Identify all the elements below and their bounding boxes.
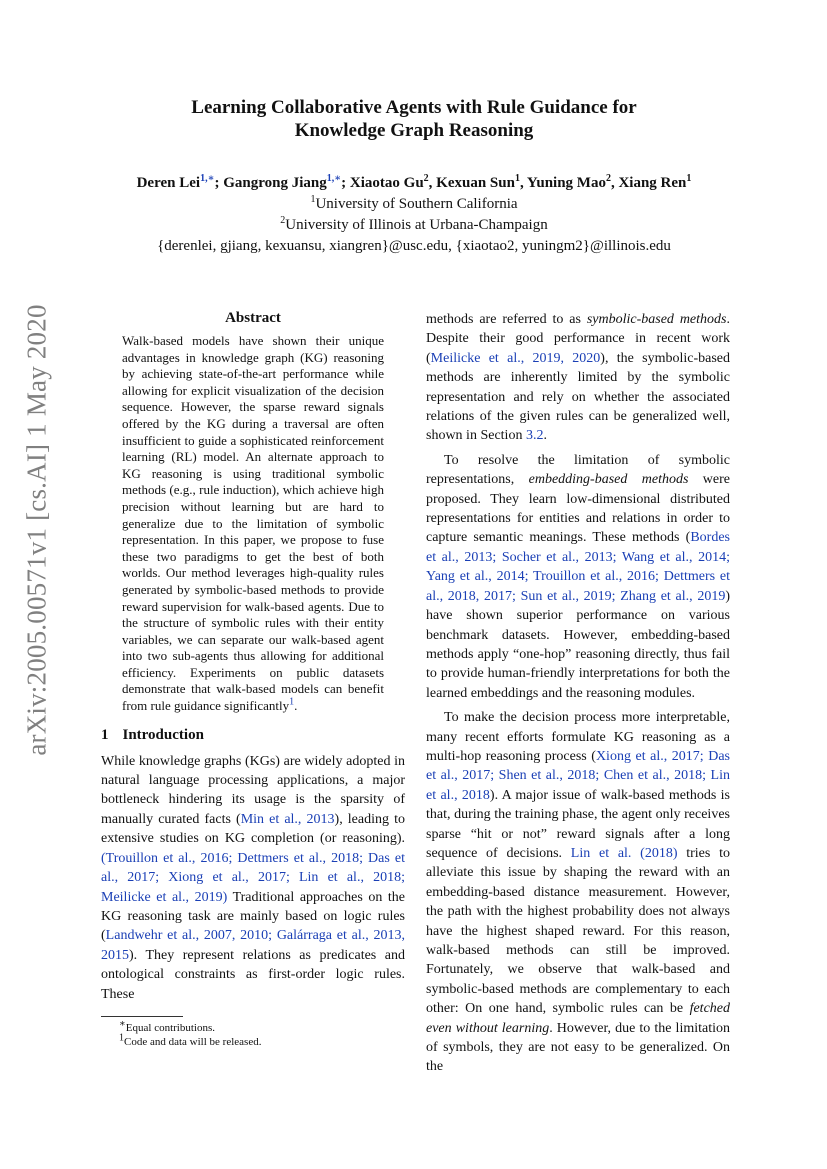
right-column bbox=[426, 310, 730, 1077]
citation-link[interactable]: Bordes et al., 2013; Socher et al., 2013; Wang et al., 2014; Yang et al., 2014; Trouillon et al., 2016; Dettmers et al., 2018, 2017; Sun et al., 2019; Zhang et al., 2019 bbox=[426, 530, 730, 604]
arxiv-identifier: arXiv:2005.00571v1 [cs.AI] 1 May 2020 bbox=[21, 304, 52, 756]
section-heading-introduction bbox=[101, 727, 405, 744]
right-p2-text-2: were proposed. They learn low-dimensional distributed representations for entities and relations in order to capture semantic meanings. These methods ( bbox=[426, 472, 730, 546]
author-5-affiliation: 2 bbox=[605, 173, 611, 184]
footnote-2-text: Code and data will be released. bbox=[124, 1035, 262, 1048]
footnote-code-release bbox=[101, 1032, 405, 1049]
author-3-affiliation: 2 bbox=[423, 173, 429, 184]
title-line-2: Knowledge Graph Reasoning bbox=[294, 120, 534, 141]
citation-link[interactable]: Lin et al. (2018) bbox=[570, 845, 678, 861]
right-p2-text-1: To resolve the limitation of symbolic representations, bbox=[426, 452, 730, 488]
right-p1-text-4: . bbox=[543, 428, 547, 444]
author-4-affiliation: 1 bbox=[514, 173, 520, 184]
intro-paragraph-1 bbox=[101, 752, 405, 1004]
affiliation-1-mark: 1 bbox=[310, 194, 316, 205]
affiliation-2-mark: 2 bbox=[280, 215, 286, 226]
abstract-footnote-link[interactable]: 1 bbox=[289, 696, 295, 708]
right-paragraph-3 bbox=[426, 708, 730, 1077]
author-4: , Kexuan Sun bbox=[428, 175, 515, 191]
right-p1-emphasis: symbolic-based methods bbox=[586, 312, 727, 327]
affiliation-1 bbox=[60, 194, 768, 215]
intro-text-3: Traditional approaches on the KG reasoning task are mainly based on logic rules ( bbox=[101, 889, 405, 944]
section-link[interactable]: 3.2 bbox=[525, 428, 544, 444]
citation-link[interactable]: (Trouillon et al., 2016; Dettmers et al., 2018; Das et al., 2017; Xiong et al., 2017; Lin et al., 2018; Meilicke et al., 2019) bbox=[101, 850, 405, 905]
right-p3-text-1: To make the decision process more interpretable, many recent efforts formulate KG reasoning as a multi-hop reasoning process ( bbox=[426, 710, 730, 764]
footnote-divider bbox=[101, 1016, 183, 1017]
abstract-body bbox=[122, 333, 384, 715]
affiliation-2 bbox=[60, 215, 768, 236]
intro-text-2: ), leading to extensive studies on KG completion (or reasoning). bbox=[101, 811, 405, 847]
intro-text-4: ). They represent relations as predicates and ontological constraints as first-order logic rules. These bbox=[101, 947, 405, 1002]
footnote-2-mark: 1 bbox=[119, 1032, 124, 1044]
title-line-1: Learning Collaborative Agents with Rule Guidance for bbox=[191, 97, 637, 118]
footnote-equal-contribution bbox=[101, 1018, 405, 1035]
author-1-affiliation: 1,∗ bbox=[200, 173, 215, 184]
affiliation-1-name: University of Southern California bbox=[315, 196, 518, 212]
citation-link[interactable]: Xiong et al., 2017; Das et al., 2017; Shen et al., 2018; Chen et al., 2018; Lin et al., 2018 bbox=[426, 748, 730, 803]
right-p3-emphasis: fetched even without learning bbox=[426, 1001, 730, 1036]
author-emails: {derenlei, gjiang, kexuansu, xiangren}@usc.edu, {xiaotao2, yuningm2}@illinois.edu bbox=[157, 238, 671, 254]
section-number: 1 bbox=[101, 726, 109, 743]
citation-link[interactable]: Min et al., 2013 bbox=[240, 811, 335, 827]
section-title: Introduction bbox=[122, 726, 204, 743]
left-column bbox=[101, 310, 405, 1049]
author-5: , Yuning Mao bbox=[519, 175, 606, 191]
author-6-affiliation: 1 bbox=[686, 173, 692, 184]
paper-title bbox=[100, 96, 728, 142]
arxiv-stamp bbox=[14, 0, 60, 1169]
affiliation-2-name: University of Illinois at Urbana-Champaign bbox=[285, 217, 548, 233]
right-paragraph-1 bbox=[426, 310, 730, 446]
author-names bbox=[60, 173, 768, 194]
right-p2-emphasis: embedding-based methods bbox=[528, 472, 689, 488]
author-6: , Xiang Ren bbox=[610, 175, 687, 191]
citation-link[interactable]: Meilicke et al., 2019, 2020 bbox=[430, 350, 601, 366]
abstract-heading: Abstract bbox=[225, 310, 281, 326]
citation-link[interactable]: Landwehr et al., 2007, 2010; Galárraga et al., 2013, 2015 bbox=[101, 928, 405, 963]
right-p3-text-2: ). A major issue of walk-based methods is that, during the training phase, the agent only receives sparse “hit or not” reward signals after a long sequence of decisions. bbox=[426, 787, 730, 861]
author-block bbox=[60, 173, 768, 257]
footnote-1-text: Equal contributions. bbox=[125, 1021, 216, 1034]
right-p2-text-3: ) have shown superior performance on various benchmark datasets. However, embedding-based methods apply “one-hop” reasoning directly, thus fail to provide human-friendly interpretations for both the learned embeddings and the reasoning modules. bbox=[426, 588, 730, 701]
abstract-end: . bbox=[294, 698, 298, 714]
right-p1-text-2: . Despite their good performance in recent work ( bbox=[426, 312, 730, 366]
right-p3-text-4: . However, due to the limitation of symbols, they are not easy to be generalized. On the bbox=[426, 1020, 730, 1075]
right-p1-text-1: methods are referred to as bbox=[426, 312, 587, 327]
author-2-affiliation: 1,∗ bbox=[326, 173, 342, 184]
intro-text-1: While knowledge graphs (KGs) are widely adopted in natural language processing applications, a major bottleneck hindering its usage is the sparsity of manually curated facts ( bbox=[101, 753, 405, 827]
right-paragraph-2 bbox=[426, 451, 730, 703]
abstract-text: Walk-based models have shown their unique advantages in knowledge graph (KG) reasoning by achieving state-of-the-art performance while allowing for explicit visualization of the decision sequence. However, the sparse reward signals offered by the KG during a traversal are often insufficient to guide a sophisticated reinforcement learning (RL) model. An alternate approach to KG reasoning is using traditional symbolic methods (e.g., rule induction), which achieve high precision without learning but are hard to generalize due to the limitation of symbolic representation. In this paper, we propose to fuse these two paradigms to get the best of both worlds. Our method leverages high-quality rules generated by symbolic-based methods to provide reward supervision for walk-based agents. Due to the structure of symbolic rules with their entity variables, we can separate our walk-based agent into two sub-agents thus allowing for additional efficiency. Experiments on public datasets demonstrate that walk-based models can benefit from rule guidance significantly bbox=[122, 333, 384, 714]
right-p1-text-3: ), the symbolic-based methods are inherently limited by the symbolic representation and rely on whether the associated relations of the given rules can be generalized well, shown in Section bbox=[426, 350, 731, 444]
right-p3-text-3: tries to alleviate this issue by shaping the reward with an embedding-based distance measurement. However, the path with the highest probability does not always have the highest shaped reward. For this reason, walk-based methods can still be improved. Fortunately, we observe that walk-based and symbolic-based methods are complementary to each other: On one hand, symbolic rules can be bbox=[426, 845, 730, 1017]
footnote-1-mark: ∗ bbox=[119, 1018, 126, 1030]
author-3: ; Xiaotao Gu bbox=[341, 175, 424, 191]
author-1: Deren Lei bbox=[136, 175, 201, 191]
author-2: ; Gangrong Jiang bbox=[214, 175, 327, 191]
